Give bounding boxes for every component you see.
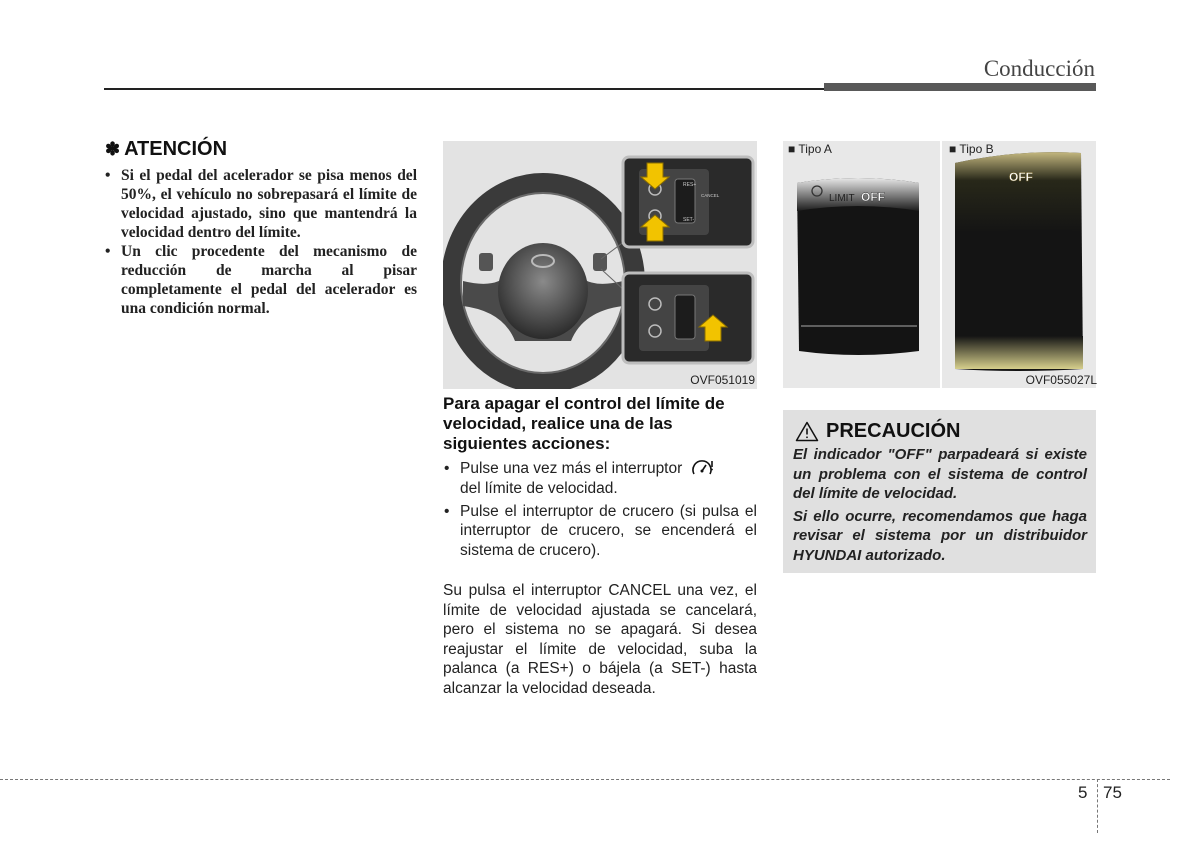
header-rule <box>104 88 826 90</box>
attention-heading <box>105 138 417 161</box>
wheel-figure-caption: OVF051019 <box>690 373 755 387</box>
res-button-label: RES+ <box>683 182 697 188</box>
footer-rule <box>0 779 1170 780</box>
list-item <box>443 459 757 499</box>
caution-title: PRECAUCIÓN <box>826 420 961 442</box>
list-item: • Pulse el interruptor de crucero (si pulsa el interruptor de crucero, se encenderá el sistema de crucero). <box>443 502 757 561</box>
section-heading: Para apagar el control del límite de velocidad, realice una de las siguientes acciones: <box>443 394 725 453</box>
caution-box <box>783 410 1096 573</box>
steering-wheel-icon <box>443 141 757 389</box>
footer-divider <box>1097 779 1098 833</box>
list-item-text: Pulse una vez más el interruptor <box>460 460 683 478</box>
action-list <box>443 459 757 563</box>
type-b-label: ■ Tipo B <box>949 142 994 156</box>
attention-item: • Un clic procedente del mecanismo de reducción de marcha al pisar completamente el pedal del acelerador es una condición normal. <box>105 242 417 318</box>
asterisk-icon: ✽ <box>105 139 121 159</box>
attention-block <box>105 138 417 318</box>
page-header-title: Conducción <box>983 56 1095 81</box>
limit-indicator-text: LIMIT <box>829 193 855 204</box>
off-indicator-a: OFF <box>861 190 885 204</box>
cancel-button-label: CANCEL <box>701 193 720 198</box>
attention-item: • Si el pedal del acelerador se pisa menos del 50%, el vehículo no sobrepasará el límite de velocidad ajustado, sino que mantendrá la velocidad dentro del límite. <box>105 166 417 242</box>
attention-list <box>105 166 417 318</box>
caution-heading <box>795 420 1087 443</box>
cluster-divider <box>940 141 942 388</box>
chapter-number: 5 <box>1078 783 1088 802</box>
type-a-label: ■ Tipo A <box>788 142 832 156</box>
header-rule-accent <box>824 83 1096 91</box>
cluster-figure-caption: OVF055027L <box>1025 373 1097 387</box>
speed-limiter-icon <box>691 459 715 479</box>
cancel-paragraph: Su pulsa el interruptor CANCEL una vez, el límite de velocidad ajustada se cancelará, pero el sistema no se apagará. Si desea reajustar el límite de velocidad, suba la palanca (a RES+) o bájela (a SET-) hasta alcanzar la velocidad deseada. <box>443 582 757 697</box>
steering-wheel-illustration <box>443 141 757 389</box>
warning-triangle-icon <box>795 421 819 442</box>
caution-paragraph: El indicador "OFF" parpadeará si existe un problema con el sistema de control del límite de velocidad. <box>793 446 1087 502</box>
attention-title: ATENCIÓN <box>124 138 228 160</box>
set-button-label: SET- <box>683 217 695 223</box>
off-indicator-b: OFF <box>1009 170 1033 184</box>
list-item-text: del límite de velocidad. <box>460 480 618 497</box>
caution-paragraph: Si ello ocurre, recomendamos que haga revisar el sistema por un distribuidor HYUNDAI autorizado. <box>793 507 1087 564</box>
page-number: 75 <box>1103 783 1122 802</box>
